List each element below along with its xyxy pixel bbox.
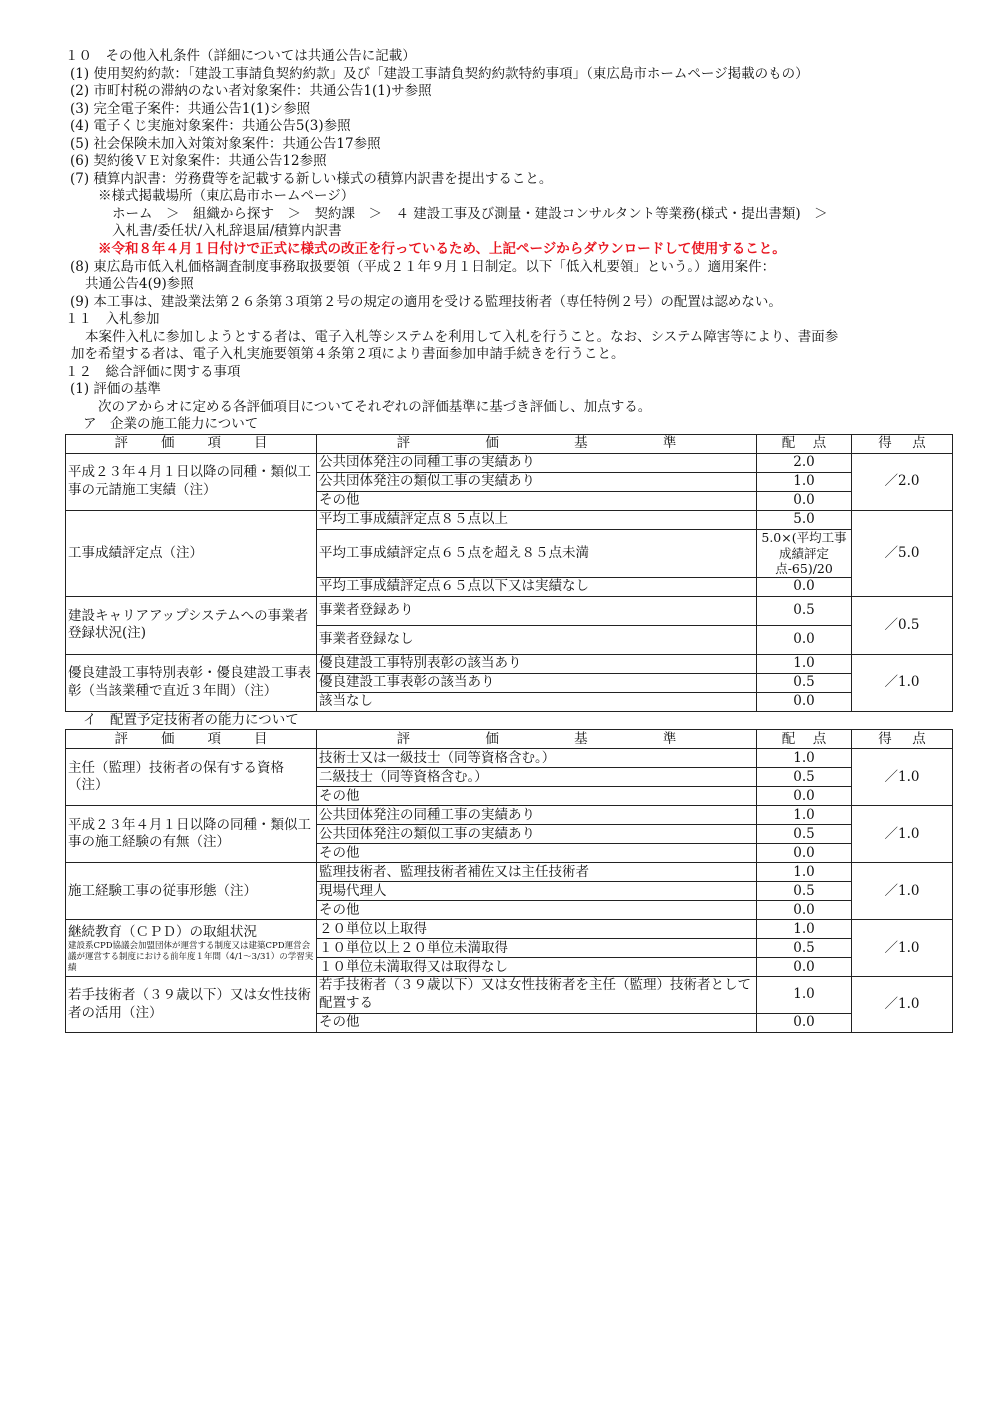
- eval-item: 平成２３年４月１日以降の同種・類似工事の施工経験の有無（注）: [66, 806, 317, 863]
- eval-points: 0.0: [757, 577, 852, 596]
- eval-points: 0.5: [757, 825, 852, 844]
- eval-points: 0.0: [757, 1013, 852, 1032]
- eval-item: 優良建設工事特別表彰・優良建設工事表彰（当該業種で直近３年間）（注）: [66, 654, 317, 711]
- eval-criterion: 二級技士（同等資格含む。）: [317, 768, 757, 787]
- eval-points: 5.0: [757, 511, 852, 530]
- header-points: 配 点: [757, 435, 852, 454]
- section-10-heading: １０ その他入札条件（詳細については共通公告に記載）: [65, 48, 416, 64]
- eval-criterion: 平均工事成績評定点８５点以上: [317, 511, 757, 530]
- eval-criterion: １０単位以上２０単位未満取得: [317, 939, 757, 958]
- eval-criterion: ２０単位以上取得: [317, 920, 757, 939]
- section-10-item-8: (8) 東広島市低入札価格調査制度事務取扱要領（平成２１年９月１日制定。以下「低入札要領」という。）適用案件：: [70, 258, 776, 275]
- eval-score: ／1.0: [852, 806, 953, 863]
- table-row: [66, 454, 953, 473]
- eval-criterion: 公共団体発注の同種工事の実績あり: [317, 454, 757, 473]
- eval-points: 0.0: [757, 492, 852, 511]
- eval-points: 0.0: [757, 787, 852, 806]
- section-11-body-1: 本案件入札に参加しようとする者は、電子入札等システムを利用して入札を行うこと。なお、システム障害等により、書面参: [85, 328, 839, 345]
- eval-points: 0.0: [757, 844, 852, 863]
- form-revision-warning: ※令和８年４月１日付けで正式に様式の改正を行っているため、上記ページからダウンロードして使用すること。: [98, 241, 786, 258]
- header-criteria: 評 価 基 準: [317, 435, 757, 454]
- eval-item: 建設キャリアアップシステムへの事業者登録状況(注): [66, 596, 317, 654]
- eval-points: 0.0: [757, 958, 852, 977]
- eval-points: 0.5: [757, 673, 852, 692]
- eval-item-note: 建設系CPD協議会加盟団体が運営する制度又は建築CPD運営会議が運営する制度における前年度１年間（4/1～3/31）の学習実績: [68, 941, 314, 973]
- eval-points: 0.5: [757, 882, 852, 901]
- eval-points: 0.0: [757, 625, 852, 654]
- eval-points: 0.5: [757, 768, 852, 787]
- eval-points: 1.0: [757, 749, 852, 768]
- eval-item-cpd: [66, 920, 317, 977]
- table-row: [66, 920, 953, 939]
- section-12-heading: １２ 総合評価に関する事項: [65, 363, 241, 380]
- table-header-row: [66, 730, 953, 749]
- section-10-item-5: (5) 社会保険未加入対策対象案件：共通公告17参照: [70, 135, 381, 152]
- table-row: [66, 806, 953, 825]
- eval-score: ／5.0: [852, 511, 953, 597]
- section-10-item-3: (3) 完全電子案件：共通公告1(1)シ参照: [70, 100, 311, 117]
- eval-item: 工事成績評定点（注）: [66, 511, 317, 597]
- eval-score: ／1.0: [852, 920, 953, 977]
- document-page: [65, 48, 945, 1033]
- eval-points: 1.0: [757, 863, 852, 882]
- eval-criterion: 優良建設工事特別表彰の該当あり: [317, 654, 757, 673]
- eval-points: 0.0: [757, 901, 852, 920]
- table-row: [66, 863, 953, 882]
- header-points: 配 点: [757, 730, 852, 749]
- eval-criterion: 公共団体発注の同種工事の実績あり: [317, 806, 757, 825]
- eval-criterion: １０単位未満取得又は取得なし: [317, 958, 757, 977]
- table-b-engineer-capability: [65, 729, 953, 1032]
- eval-item-label: 継続教育（ＣＰＤ）の取組状況: [68, 923, 257, 940]
- section-10-item-2: (2) 市町村税の滞納のない者対象案件：共通公告1(1)サ参照: [70, 83, 432, 100]
- eval-criterion: 若手技術者（３９歳以下）又は女性技術者を主任（監理）技術者として配置する: [317, 977, 757, 1013]
- section-10-item-8-ref: 共通公告4(9)参照: [85, 276, 194, 293]
- section-10-item-6: (6) 契約後ＶＥ対象案件：共通公告12参照: [70, 153, 327, 170]
- table-header-row: [66, 435, 953, 454]
- header-criteria: 評 価 基 準: [317, 730, 757, 749]
- table-row: [66, 511, 953, 530]
- eval-score: ／1.0: [852, 749, 953, 806]
- eval-points: 0.0: [757, 692, 852, 711]
- eval-item: 施工経験工事の従事形態（注）: [66, 863, 317, 920]
- table-a-company-capability: [65, 434, 953, 712]
- eval-criterion: 事業者登録あり: [317, 596, 757, 625]
- form-location-path: ホーム ＞ 組織から探す ＞ 契約課 ＞ ４ 建設工事及び測量・建設コンサルタント等業務(様式・提出書類) ＞: [112, 205, 828, 222]
- section-12-sub-1: (1) 評価の基準: [70, 381, 161, 398]
- eval-criterion: 該当なし: [317, 692, 757, 711]
- table-row: [66, 749, 953, 768]
- eval-points: 1.0: [757, 473, 852, 492]
- eval-points: 0.5: [757, 939, 852, 958]
- eval-score: ／1.0: [852, 654, 953, 711]
- eval-points: 1.0: [757, 806, 852, 825]
- section-10-item-7: (7) 積算内訳書：労務費等を記載する新しい様式の積算内訳書を提出すること。: [70, 170, 553, 187]
- eval-points-formula: 5.0×(平均工事成績評定点-65)/20: [757, 530, 852, 578]
- eval-criterion: 平均工事成績評定点６５点を超え８５点未満: [317, 530, 757, 578]
- eval-score: ／1.0: [852, 863, 953, 920]
- header-score: 得 点: [852, 730, 953, 749]
- eval-points: 1.0: [757, 920, 852, 939]
- section-11-body-2: 加を希望する者は、電子入札実施要領第４条第２項により書面参加申請手続きを行うこと。: [71, 346, 625, 363]
- eval-score: ／0.5: [852, 596, 953, 654]
- header-item: 評 価 項 目: [66, 730, 317, 749]
- eval-criterion: 現場代理人: [317, 882, 757, 901]
- eval-item: 平成２３年４月１日以降の同種・類似工事の元請施工実績（注）: [66, 454, 317, 511]
- table-row: [66, 977, 953, 1013]
- eval-criterion: その他: [317, 901, 757, 920]
- eval-criterion: その他: [317, 1013, 757, 1032]
- section-11-heading: １１ 入札参加: [65, 311, 160, 328]
- table-row: [66, 654, 953, 673]
- section-12-sub-1-body: 次のアからオに定める各評価項目についてそれぞれの評価基準に基づき評価し、加点する。: [98, 398, 652, 415]
- eval-criterion: 公共団体発注の類似工事の実績あり: [317, 473, 757, 492]
- form-location-note: ※様式掲載場所（東広島市ホームページ）: [98, 188, 355, 205]
- eval-points: 0.5: [757, 596, 852, 625]
- eval-item: 主任（監理）技術者の保有する資格（注）: [66, 749, 317, 806]
- section-10-item-1: (1) 使用契約約款：「建設工事請負契約約款」及び「建設工事請負契約約款特約事項」（東広島市ホームページ掲載のもの）: [70, 65, 809, 82]
- eval-criterion: 技術士又は一級技士（同等資格含む。）: [317, 749, 757, 768]
- section-10-item-4: (4) 電子くじ実施対象案件：共通公告5(3)参照: [70, 118, 351, 135]
- header-item: 評 価 項 目: [66, 435, 317, 454]
- header-score: 得 点: [852, 435, 953, 454]
- eval-criterion: 公共団体発注の類似工事の実績あり: [317, 825, 757, 844]
- table-row: [66, 596, 953, 625]
- eval-criterion: その他: [317, 787, 757, 806]
- eval-points: 1.0: [757, 654, 852, 673]
- table-a-title: ア 企業の施工能力について: [83, 416, 259, 433]
- eval-points: 2.0: [757, 454, 852, 473]
- form-location-docs: 入札書/委任状/入札辞退届/積算内訳書: [112, 223, 342, 240]
- eval-item: 若手技術者（３９歳以下）又は女性技術者の活用（注）: [66, 977, 317, 1032]
- eval-criterion: その他: [317, 492, 757, 511]
- eval-score: ／1.0: [852, 977, 953, 1032]
- eval-score: ／2.0: [852, 454, 953, 511]
- eval-criterion: 監理技術者、監理技術者補佐又は主任技術者: [317, 863, 757, 882]
- eval-points: 1.0: [757, 977, 852, 1013]
- eval-criterion: 優良建設工事表彰の該当あり: [317, 673, 757, 692]
- eval-criterion: 平均工事成績評定点６５点以下又は実績なし: [317, 577, 757, 596]
- eval-criterion: その他: [317, 844, 757, 863]
- section-10-item-9: (9) 本工事は、建設業法第２６条第３項第２号の規定の適用を受ける監理技術者（専任特例２号）の配置は認めない。: [70, 293, 782, 310]
- eval-criterion: 事業者登録なし: [317, 625, 757, 654]
- table-b-title: イ 配置予定技術者の能力について: [83, 711, 299, 728]
